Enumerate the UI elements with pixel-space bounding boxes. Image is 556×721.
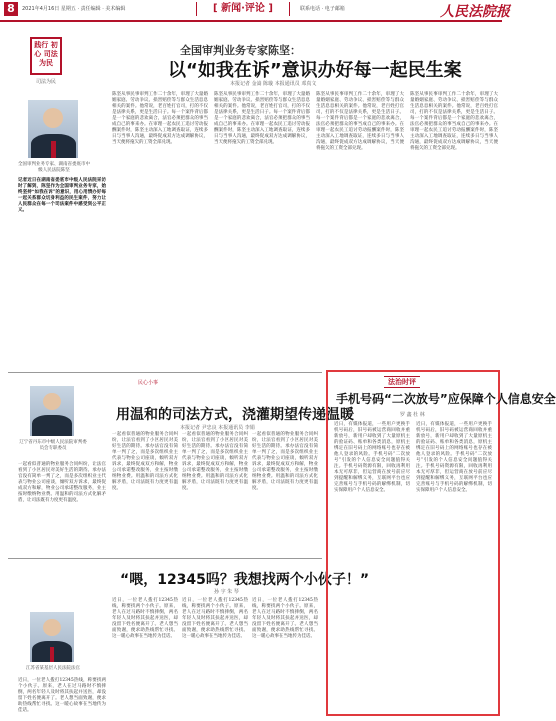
article2-headline: 用温和的司法方式，浇灌期望传递温暖 (116, 407, 354, 423)
article2-byline: 本报记者 尹忠良 本报通讯员 李娟 (180, 425, 255, 431)
article3-portrait-caption: 江苏省某基层人民法院法官 (26, 666, 80, 671)
article3-body-col1: 近日，一位老人拨打12345热线，称要找两个小伙子。原来，老人在过马路时不慎摔倒，两名年轻人及时将其扶起并送医，却没留下姓名便离开了。老人想当面致谢，便求助热线帮忙寻找。这一暖心故事在当地传为佳话。 (18, 678, 106, 713)
divider (8, 558, 322, 559)
article1-portrait-caption: 全国审判业务专家、湖南省娄底市中级人民法院陈坚 (18, 162, 90, 173)
column-stamp-subtitle: 司法为民 (35, 79, 56, 85)
column-stamp: 践行 初心 司法为民 (30, 37, 62, 75)
article1-lead: 记者近日在湖南省娄底市中级人民法院采访时了解到，陈坚作为全国审判业务专家，始终坚持“如我在诉”的意识，用心用情办好每一起关系群众切身利益的民生案件，努力让人民群众在每一个司法案件中感受到公平正义。 (18, 178, 106, 213)
issue-meta: 2021年4月16日 星期五 · 责任编辑 · 美术编辑 (22, 6, 126, 12)
article4-byline: 罗 鑫 杜 林 (400, 412, 425, 418)
article1-body-col2: 陈坚从事民事审判工作二十余年，审理了大量婚姻家庭、劳动争议、损害赔偿等与群众生活息息相关的案件。他常说，老百姓打官司，打的不仅是法律关系，更是生活日子。每一个案件背后都是一个家庭的悲欢离合，法官必须把群众的事当成自己的事来办。在审理一起农民工追讨劳动报酬案件时，陈坚主动深入工地调查取证，连续多日与当事人沟通，最终促成双方达成调解协议，当天便将拖欠的工资全部兑现。 (214, 92, 310, 145)
article1-portrait (28, 100, 78, 158)
article3-headline: “喂，12345吗？我想找两个小伙子！” (120, 572, 370, 588)
article2-portrait (30, 386, 74, 436)
article3-body-col3: 近日，一位老人拨打12345热线，称要找两个小伙子。原来，老人在过马路时不慎摔倒，两名年轻人及时将其扶起并送医，却没留下姓名便离开了。老人想当面致谢，便求助热线帮忙寻找。这一暖心故事在当地传为佳话。 (182, 598, 248, 639)
article4-body-col1: 近日，有媒体报道，一些用户更换手机号码后，旧号码被运营商回收并重新放号，新用户却收到了大量原机主的验证码、账单和各类消息，原机主绑定在旧号码上的网络账号也存在被他人登录的风险。手机号码“二次放号”引发的个人信息安全问题值得关注。手机号码资源有限，回收再利用本无可厚非，但运营商在放号前应尽到提醒和解绑义务，互联网平台也应完善账号与手机号码的解绑机制，切实保障用户个人信息安全。 (334, 422, 410, 493)
article1-kicker: 全国审判业务专家陈坚： (180, 44, 301, 57)
article2-body-col2: 一起看似普通的物业服务合同纠纷，让法官看到了小区居民对美好生活的期待。承办法官没有简单一判了之，而是多次组织业主代表与物业公司座谈，倾听双方诉求，最终促成双方和解，物业公司承诺整改服务，业主按时缴纳物业费。用温和的司法方式化解矛盾，让司法既有力度更有温度。 (112, 432, 178, 491)
article2-body-col3: 一起看似普通的物业服务合同纠纷，让法官看到了小区居民对美好生活的期待。承办法官没有简单一判了之，而是多次组织业主代表与物业公司座谈，倾听双方诉求，最终促成双方和解，物业公司承诺整改服务，业主按时缴纳物业费。用温和的司法方式化解矛盾，让司法既有力度更有温度。 (182, 432, 248, 491)
article2-portrait-caption: 辽宁省丹东市中级人民法院审判委员会专职委员 (19, 440, 87, 451)
article1-body-col4: 陈坚从事民事审判工作二十余年，审理了大量婚姻家庭、劳动争议、损害赔偿等与群众生活息息相关的案件。他常说，老百姓打官司，打的不仅是法律关系，更是生活日子。每一个案件背后都是一个家庭的悲欢离合，法官必须把群众的事当成自己的事来办。在审理一起农民工追讨劳动报酬案件时，陈坚主动深入工地调查取证，连续多日与当事人沟通，最终促成双方达成调解协议，当天便将拖欠的工资全部兑现。 (410, 92, 498, 151)
article3-body-col4: 近日，一位老人拨打12345热线，称要找两个小伙子。原来，老人在过马路时不慎摔倒，两名年轻人及时将其扶起并送医，却没留下姓名便离开了。老人想当面致谢，便求助热线帮忙寻找。这一暖心故事在当地传为佳话。 (252, 598, 318, 639)
article1-body-col3: 陈坚从事民事审判工作二十余年，审理了大量婚姻家庭、劳动争议、损害赔偿等与群众生活息息相关的案件。他常说，老百姓打官司，打的不仅是法律关系，更是生活日子。每一个案件背后都是一个家庭的悲欢离合，法官必须把群众的事当成自己的事来办。在审理一起农民工追讨劳动报酬案件时，陈坚主动深入工地调查取证，连续多日与当事人沟通，最终促成双方达成调解协议，当天便将拖欠的工资全部兑现。 (316, 92, 404, 151)
newspaper-masthead: 人民法院报 (440, 4, 510, 20)
contact-info: 联系电话 · 电子邮箱 (300, 6, 345, 12)
article1-byline: 本报记者 金嵩 陈璇 本报通讯员 邓真文 (230, 81, 317, 87)
article3-byline: 孙 宇 朱 琴 (214, 589, 239, 595)
article4-headline: 手机号码“二次放号”应保障个人信息安全 (336, 392, 556, 406)
divider (8, 372, 322, 373)
article3-portrait (30, 612, 74, 662)
article1-headline: 以“如我在诉”意识办好每一起民生案 (168, 60, 462, 81)
article4-column-label: 法治时评 (384, 376, 420, 388)
article2-body-col1: 一起看似普通的物业服务合同纠纷，让法官看到了小区居民对美好生活的期待。承办法官没有简单一判了之，而是多次组织业主代表与物业公司座谈，倾听双方诉求，最终促成双方和解，物业公司承诺整改服务，业主按时缴纳物业费。用温和的司法方式化解矛盾，让司法既有力度更有温度。 (18, 462, 106, 503)
section-title: [ 新闻·评论 ] (196, 2, 290, 16)
page-number: 8 (4, 2, 18, 16)
article4-body-col2: 近日，有媒体报道，一些用户更换手机号码后，旧号码被运营商回收并重新放号，新用户却收到了大量原机主的验证码、账单和各类消息，原机主绑定在旧号码上的网络账号也存在被他人登录的风险。手机号码“二次放号”引发的个人信息安全问题值得关注。手机号码资源有限，回收再利用本无可厚非，但运营商在放号前应尽到提醒和解绑义务，互联网平台也应完善账号与手机号码的解绑机制，切实保障用户个人信息安全。 (416, 422, 492, 493)
article2-column-label: 民心小事 (138, 380, 159, 386)
article3-body-col2: 近日，一位老人拨打12345热线，称要找两个小伙子。原来，老人在过马路时不慎摔倒，两名年轻人及时将其扶起并送医，却没留下姓名便离开了。老人想当面致谢，便求助热线帮忙寻找。这一暖心故事在当地传为佳话。 (112, 598, 178, 639)
article1-body-col1: 陈坚从事民事审判工作二十余年，审理了大量婚姻家庭、劳动争议、损害赔偿等与群众生活息息相关的案件。他常说，老百姓打官司，打的不仅是法律关系，更是生活日子。每一个案件背后都是一个家庭的悲欢离合，法官必须把群众的事当成自己的事来办。在审理一起农民工追讨劳动报酬案件时，陈坚主动深入工地调查取证，连续多日与当事人沟通，最终促成双方达成调解协议，当天便将拖欠的工资全部兑现。 (112, 92, 208, 145)
article2-body-col4: 一起看似普通的物业服务合同纠纷，让法官看到了小区居民对美好生活的期待。承办法官没有简单一判了之，而是多次组织业主代表与物业公司座谈，倾听双方诉求，最终促成双方和解，物业公司承诺整改服务，业主按时缴纳物业费。用温和的司法方式化解矛盾，让司法既有力度更有温度。 (252, 432, 318, 491)
